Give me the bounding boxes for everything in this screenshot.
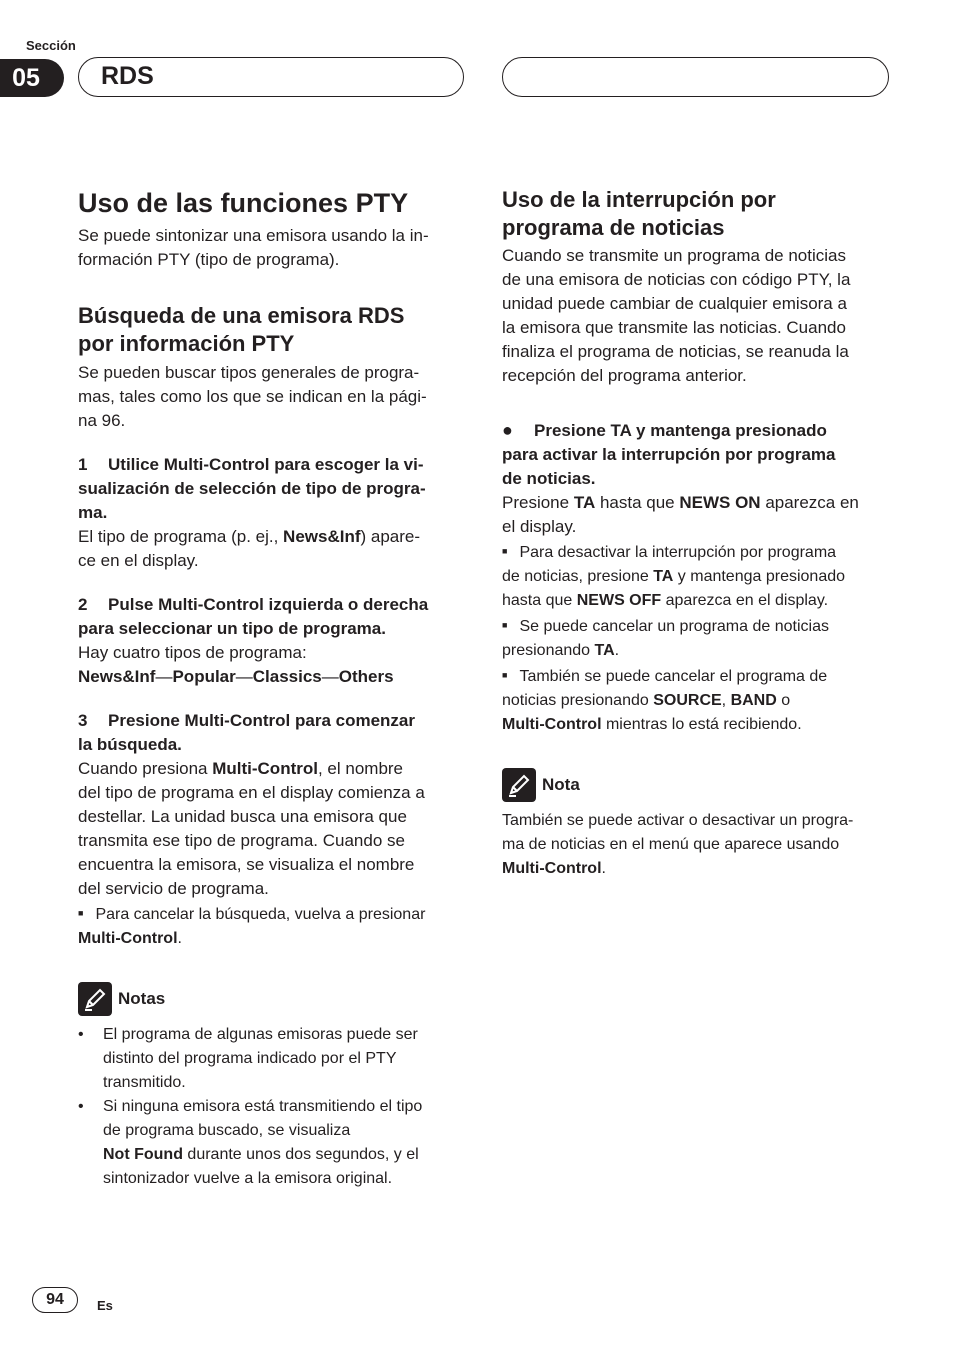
note-title: Nota xyxy=(542,775,580,794)
notes-title: Notas xyxy=(118,989,166,1008)
page-number: 94 xyxy=(32,1287,78,1313)
note-text: También se puede activar o desactivar un progra- ma de noticias en el menú que aparece usando Multi-Control. xyxy=(502,812,854,877)
pencil-note-icon xyxy=(78,982,112,1016)
intro-text: Se puede sintonizar una emisora usando la in- formación PTY (tipo de programa). xyxy=(78,226,429,269)
step-3-body: Cuando presiona Multi-Control, el nombre del tipo de programa en el display comienza a destellar. La unidad busca una emisora que transmita ese tipo de programa. Cuando se encuentra la emisora, se visualiza el nombre del servicio de programa. xyxy=(78,759,425,898)
section-title: RDS xyxy=(101,62,154,90)
section-label: Sección xyxy=(26,38,76,53)
subsection-title: Búsqueda de una emisora RDS por información PTY xyxy=(78,303,405,356)
step-2-body: Hay cuatro tipos de programa: xyxy=(78,643,307,662)
language-code: Es xyxy=(97,1298,113,1313)
header-empty-bar xyxy=(502,57,889,97)
news-step-body: Presione TA hasta que NEWS ON aparezca en el display. xyxy=(502,493,859,536)
step-1-heading: 1 Utilice Multi-Control para escoger la vi- sualización de selección de tipo de progra- ma. xyxy=(78,455,426,522)
note-header xyxy=(502,767,892,803)
left-column xyxy=(78,186,466,1191)
news-step-heading: ● Presione TA y mantenga presionado para activar la interrupción por programa de noticias. xyxy=(502,420,836,488)
pencil-note-icon xyxy=(502,768,536,802)
program-types: News&Inf—Popular—Classics—Others xyxy=(78,667,394,686)
right-section-title: Uso de la interrupción por programa de noticias xyxy=(502,187,776,240)
section-title-bar xyxy=(78,57,464,97)
news-tip-2: ■ Se puede cancelar un programa de noticias presionando TA. xyxy=(502,613,892,663)
right-column xyxy=(502,186,892,881)
list-item: • Si ninguna emisora está transmitiendo el tipo de programa buscado, se visualiza Not Found durante unos dos segundos, y el sintonizador vuelve a la emisora original. xyxy=(78,1098,423,1187)
subsection-intro: Se pueden buscar tipos generales de progra- mas, tales como los que se indican en la pági- na 96. xyxy=(78,363,427,430)
right-intro: Cuando se transmite un programa de noticias de una emisora de noticias con código PTY, la unidad puede cambiar de cualquier emisora a la emisora que transmite las noticias. Cuando finaliza el programa de noticias, se reanuda la recepción del programa anterior. xyxy=(502,246,851,385)
notes-list xyxy=(78,1023,466,1191)
step-3-tip: ■ Para cancelar la búsqueda, vuelva a presionar Multi-Control. xyxy=(78,901,466,951)
page-title: Uso de las funciones PTY xyxy=(78,188,409,218)
list-item: • El programa de algunas emisoras puede ser distinto del programa indicado por el PTY transmitido. xyxy=(78,1026,418,1091)
notes-header xyxy=(78,981,466,1017)
news-tip-3: ■ También se puede cancelar el programa de noticias presionando SOURCE, BAND o Multi-Control mientras lo está recibiendo. xyxy=(502,663,892,737)
news-tip-1: ■ Para desactivar la interrupción por programa de noticias, presione TA y mantenga presionado hasta que NEWS OFF aparezca en el display. xyxy=(502,539,892,613)
step-1-body: El tipo de programa (p. ej., News&Inf) apare- ce en el display. xyxy=(78,527,421,570)
step-3-heading: 3 Presione Multi-Control para comenzar la búsqueda. xyxy=(78,711,415,754)
step-2-heading: 2 Pulse Multi-Control izquierda o derecha para seleccionar un tipo de programa. xyxy=(78,595,429,638)
section-number-tab: 05 xyxy=(0,59,64,97)
